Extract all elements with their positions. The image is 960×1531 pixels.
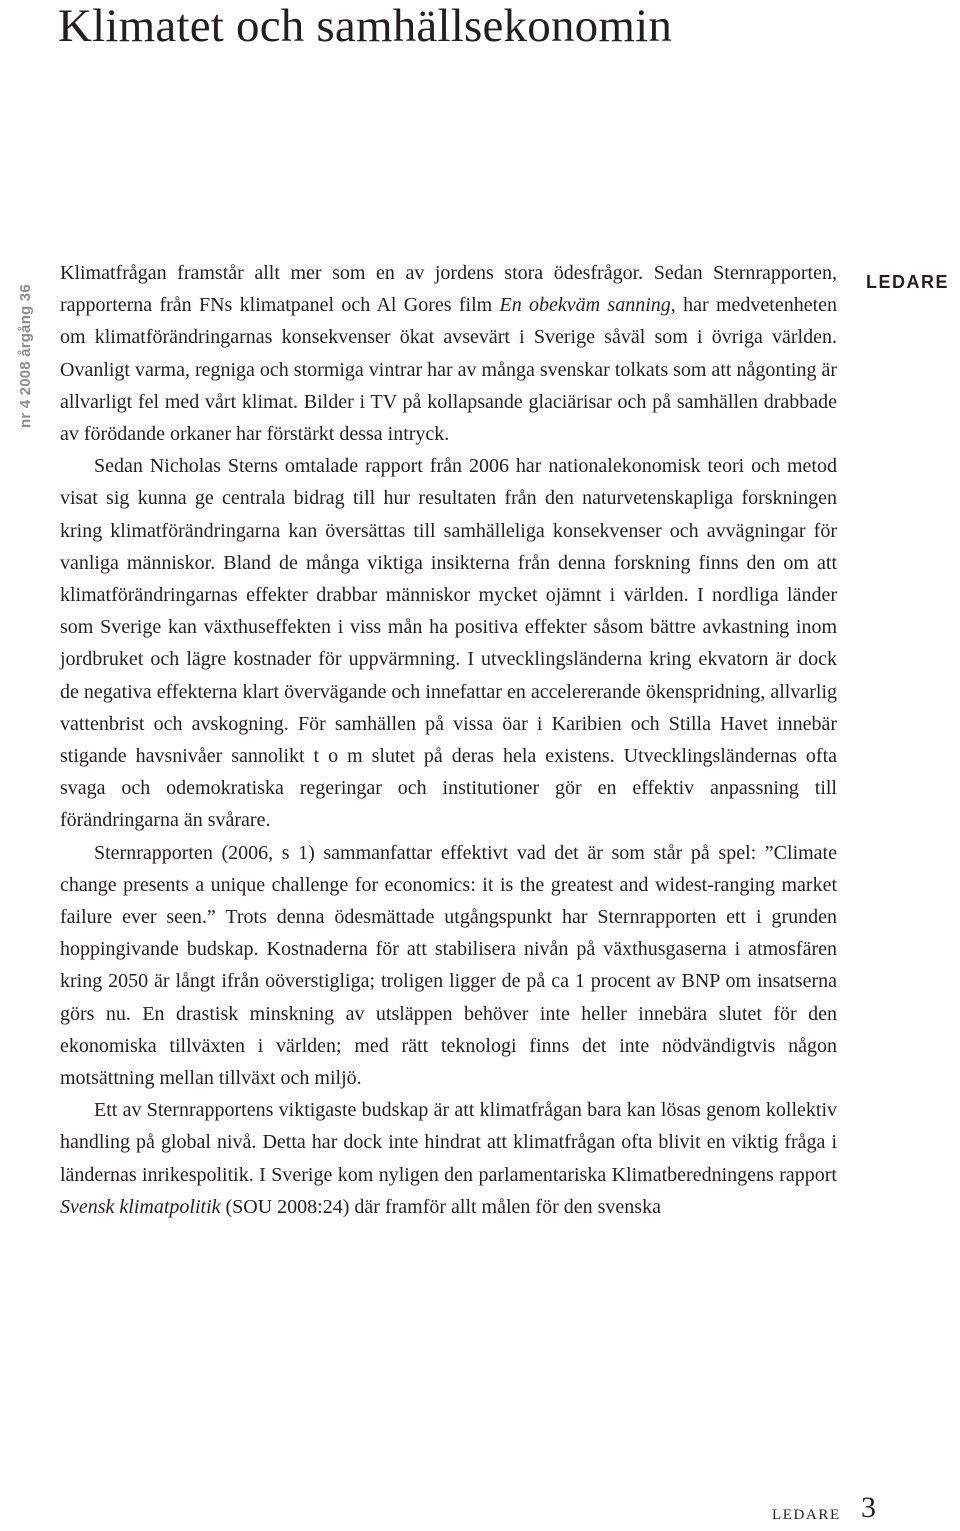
- paragraph-1-text-a: Klimatfrågan framstår allt mer som en av jordens stora ödesfrågor. Sedan Sternrapporten, rapporterna från FNs klimatpanel och Al Gores film: [60, 262, 837, 317]
- footer-section-label: LEDARE: [772, 1507, 841, 1523]
- paragraph-1: [60, 257, 837, 450]
- paragraph-2: Sedan Nicholas Sterns omtalade rapport från 2006 har nationalekonomisk teori och metod visat sig kunna ge centrala bidrag till hur resultaten från den naturvetenskapliga forskningen kring klimatförändringarna kan översättas till samhälleliga konsekvenser och avvägningar för vanliga människor. Bland de många viktiga insikterna från denna forskning finns den om att klimatförändringarnas effekter drabbar människor mycket ojämnt i världen. I nordliga länder som Sverige kan växthuseffekten i viss mån ha positiva effekter såsom bättre avkastning inom jordbruket och lägre kostnader för uppvärmning. I utvecklingsländerna kring ekvatorn är dock de negativa effekterna klart övervägande och innefattar en accelererande ökenspridning, allvarlig vattenbrist och avskogning. För samhällen på vissa öar i Karibien och Stilla Havet innebär stigande havsnivåer sannolikt t o m slutet på deras hela existens. Utvecklingsländernas ofta svaga och odemokratiska regeringar och institutioner gör en effektiv anpassning till förändringarna än svårare.: [60, 455, 837, 832]
- section-label: LEDARE: [866, 272, 950, 292]
- report-title: Svensk klimatpolitik: [60, 1195, 221, 1218]
- page-number: 3: [861, 1491, 876, 1524]
- paragraph-1-text-b: , har medvetenheten om klimatförändringarnas konsekvenser ökat avsevärt i Sverige såväl som i övriga världen. Ovanligt varma, regniga och stormiga vintrar har av många svenskar tolkats som att någonting är allvarligt fel med vårt klimat. Bilder i TV på kollapsande glaciärisar och på samhällen drabbade av förödande orkaner har förstärkt dessa intryck.: [60, 294, 838, 446]
- film-title: En obekväm sanning: [499, 294, 671, 317]
- page-title: Klimatet och samhällsekonomin: [58, 0, 673, 52]
- paragraph-4-text-b: (SOU 2008:24) där framför allt målen för den svenska: [220, 1195, 661, 1218]
- paragraph-4: [60, 1094, 837, 1223]
- issue-label: nr 4 2008 årgång 36: [17, 284, 34, 428]
- paragraph-3: Sternrapporten (2006, s 1) sammanfattar effektivt vad det är som står på spel: ”Climate change presents a unique challenge for economics: it is the greatest and widest-ranging market failure ever seen.” Trots denna ödesmättade utgångspunkt har Sternrapporten ett i grunden hoppingivande budskap. Kostnaderna för att stabilisera nivån på växthusgaserna i atmosfären kring 2050 är långt ifrån oöverstigliga; troligen ligger de på ca 1 procent av BNP om insatserna görs nu. En drastisk minskning av utsläppen behöver inte heller innebära slutet för den ekonomiska tillväxten i världen; med rätt teknologi finns det inte nödvändigtvis någon motsättning mellan tillväxt och miljö.: [60, 841, 837, 1090]
- article-body: [60, 257, 837, 1223]
- paragraph-4-text-a: Ett av Sternrapportens viktigaste budskap är att klimatfrågan bara kan lösas genom kollektiv handling på global nivå. Detta har dock inte hindrat att klimatfrågan ofta blivit en viktig fråga i ländernas inrikespolitik. I Sverige kom nyligen den parlamentariska Klimatberedningens rapport: [60, 1099, 837, 1186]
